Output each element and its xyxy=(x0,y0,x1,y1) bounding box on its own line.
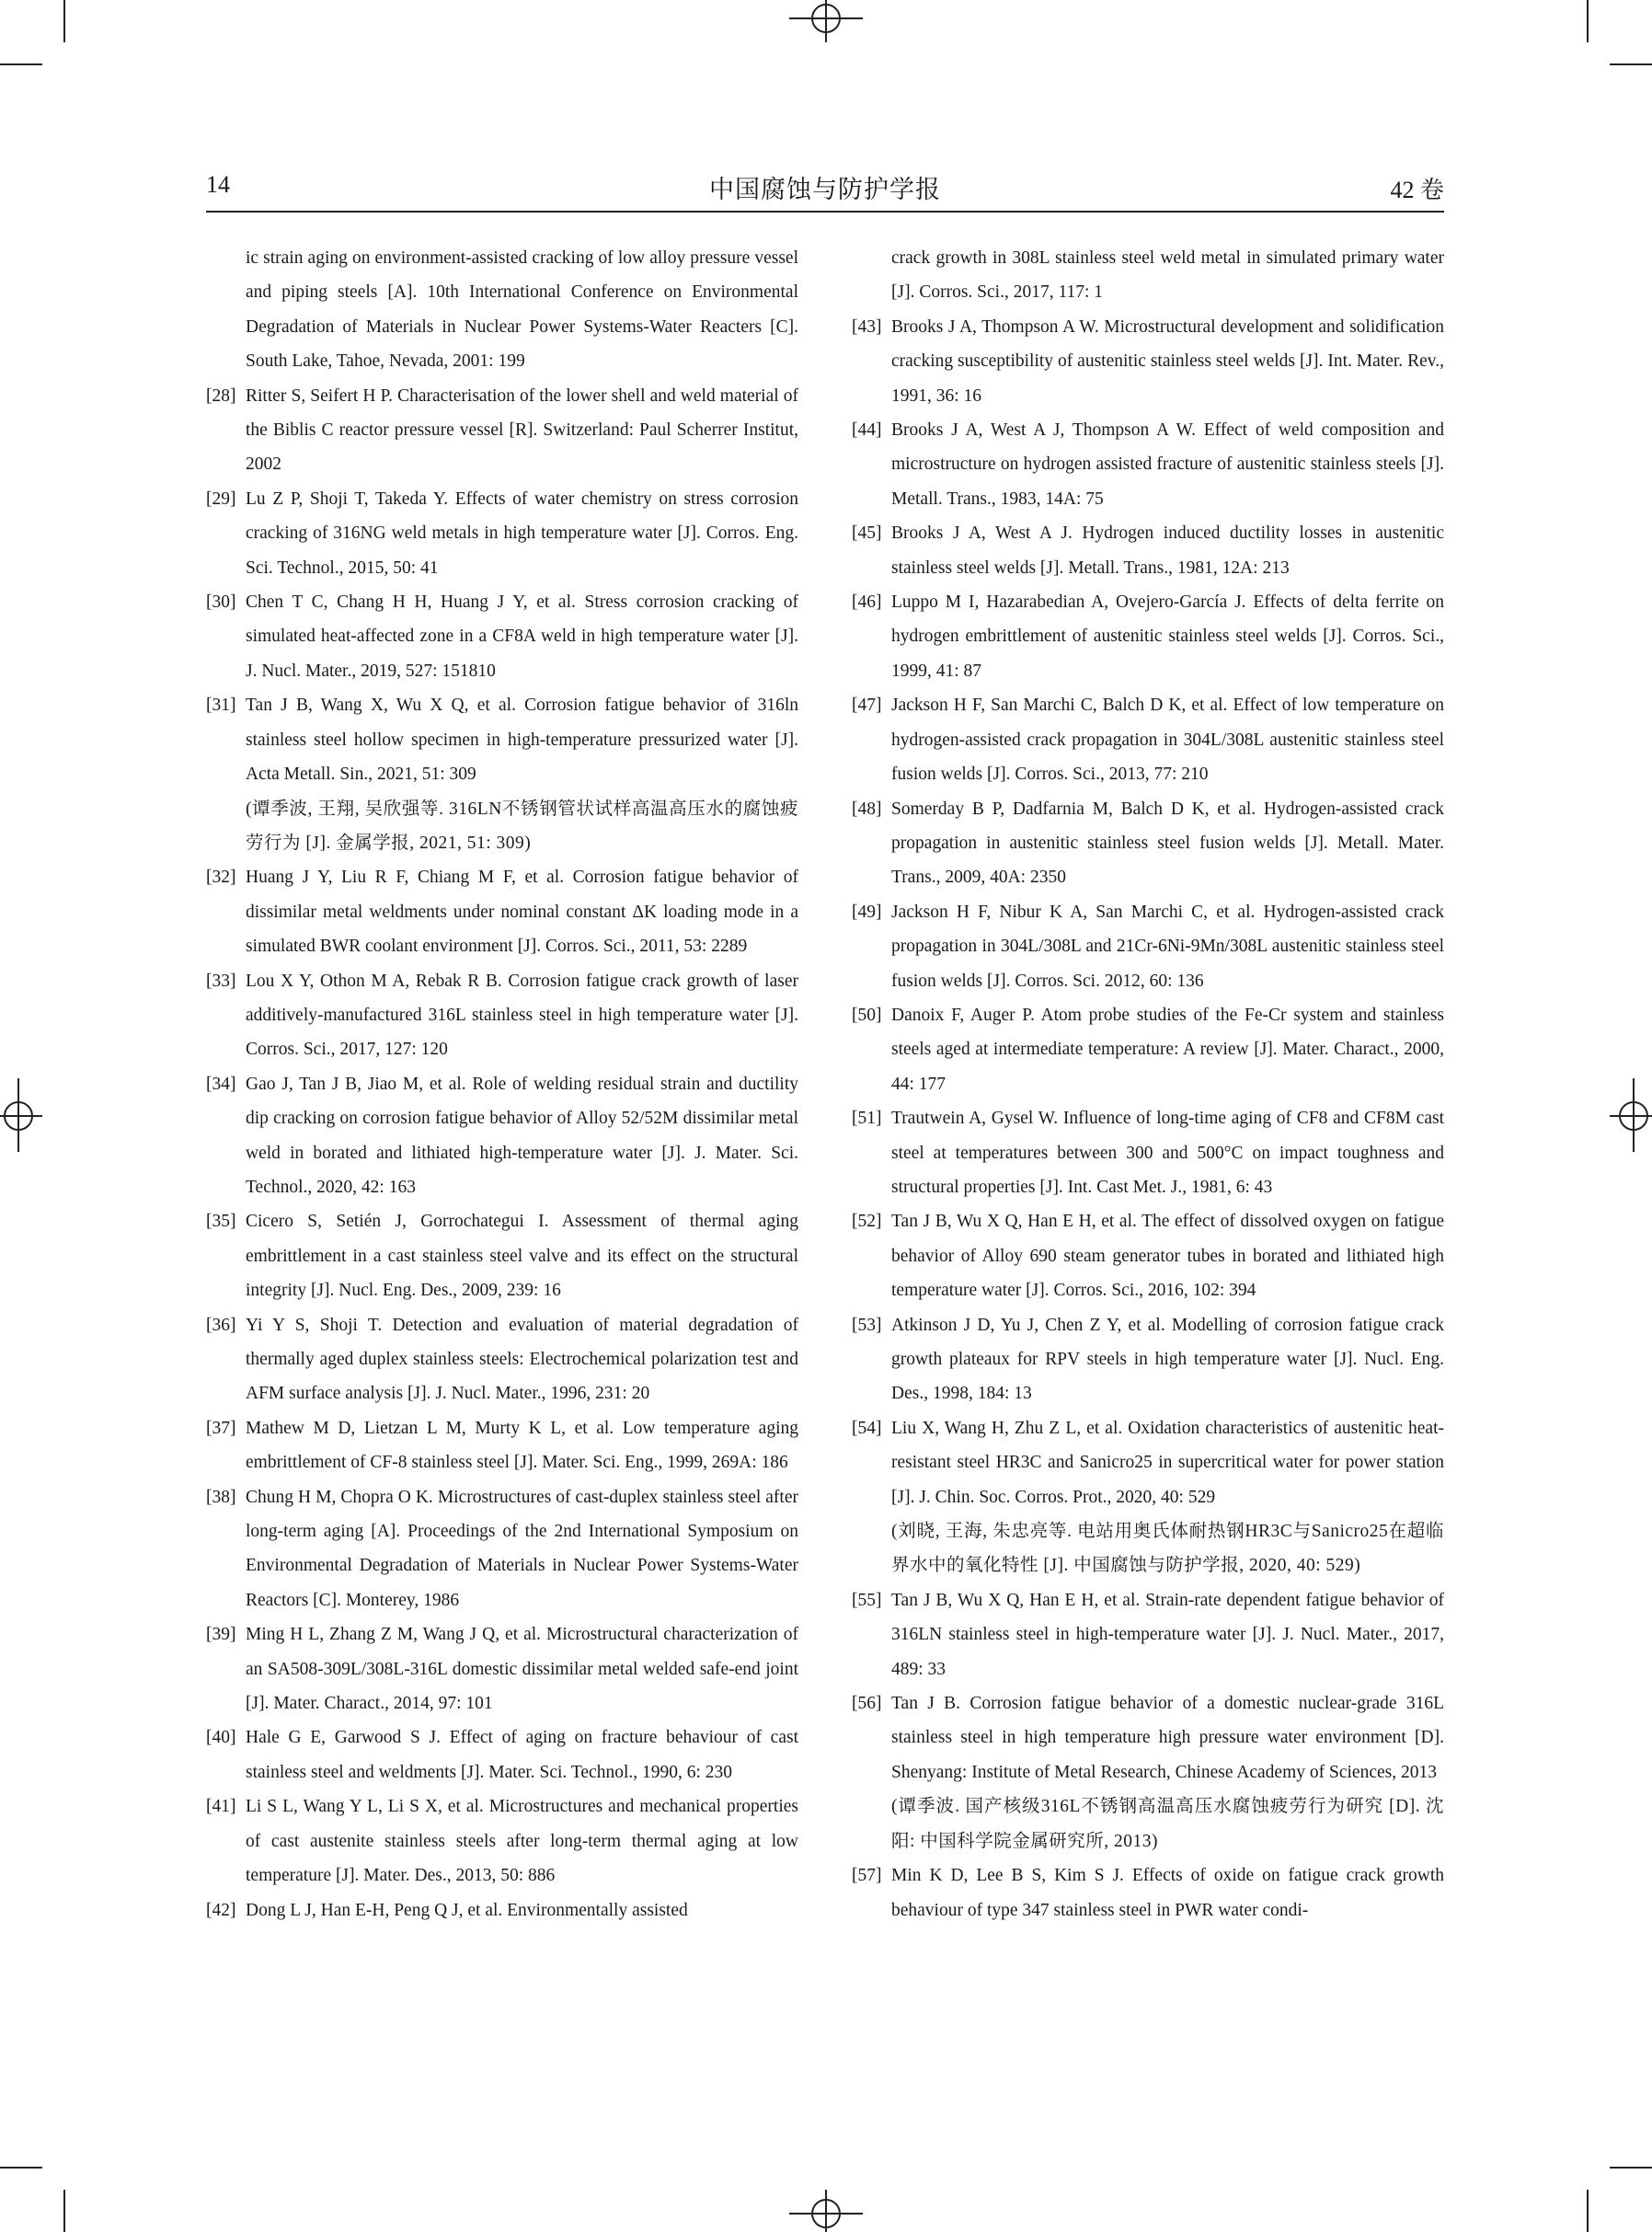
reference-number: [41] xyxy=(206,1797,236,1817)
reference-text: Brooks J A, West A J. Hydrogen induced ductility losses in austenitic stainless steel welds [J]. Metall. Trans., 1981, 12A: 213 xyxy=(891,523,1444,578)
reference-entry xyxy=(852,688,1444,791)
journal-title: 中国腐蚀与防护学报 xyxy=(709,176,941,203)
reference-entry xyxy=(852,413,1444,516)
running-header xyxy=(206,164,1444,208)
reference-entry xyxy=(206,1067,798,1205)
reference-number: [35] xyxy=(206,1212,236,1232)
reference-entry xyxy=(206,1480,798,1618)
reference-number: [45] xyxy=(852,523,882,544)
reference-chinese-text: (谭季波. 国产核级316L不锈钢高温高压水腐蚀疲劳行为研究 [D]. 沈阳: 中国科学院金属研究所, 2013) xyxy=(891,1797,1444,1851)
reference-entry xyxy=(852,310,1444,413)
reference-entry xyxy=(852,895,1444,998)
reference-text: Huang J Y, Liu R F, Chiang M F, et al. Corrosion fatigue behavior of dissimilar metal weldments under nominal constant ΔK loading mode in a simulated BWR coolant environment [J]. Corros. Sci., 2011, 53: 2289 xyxy=(246,868,798,957)
reference-number: [29] xyxy=(206,489,236,509)
reference-entry xyxy=(206,482,798,585)
reference-chinese-text: (谭季波, 王翔, 吴欣强等. 316LN不锈钢管状试样高温高压水的腐蚀疲劳行为 [J]. 金属学报, 2021, 51: 309) xyxy=(246,799,798,853)
reference-entry xyxy=(206,1789,798,1893)
reference-number: [34] xyxy=(206,1074,236,1094)
reference-entry xyxy=(852,792,1444,895)
reference-text: Chung H M, Chopra O K. Microstructures of cast-duplex stainless steel after long-term aging [A]. Proceedings of the 2nd International Symposium on Environmental Degradation of Materials in Nuclear Power Systems-Water Reactors [C]. Monterey, 1986 xyxy=(246,1487,798,1610)
reference-text: Somerday B P, Dadfarnia M, Balch D K, et al. Hydrogen-assisted crack propagation in austenitic stainless steel fusion welds [J]. Metall. Mater. Trans., 2009, 40A: 2350 xyxy=(891,799,1444,888)
reference-text: Luppo M I, Hazarabedian A, Ovejero-García J. Effects of delta ferrite on hydrogen embrittlement of austenitic stainless steel welds [J]. Corros. Sci., 1999, 41: 87 xyxy=(891,593,1444,681)
reference-text: Yi Y S, Shoji T. Detection and evaluation of material degradation of thermally aged duplex stainless steels: Electrochemical polarization test and AFM surface analysis [J]. J. Nucl. Mater., 1996, 231: 20 xyxy=(246,1315,798,1404)
reference-chinese-text: (刘晓, 王海, 朱忠亮等. 电站用奥氏体耐热钢HR3C与Sanicro25在超临界水中的氧化特性 [J]. 中国腐蚀与防护学报, 2020, 40: 529) xyxy=(891,1522,1444,1576)
reference-text: Tan J B, Wang X, Wu X Q, et al. Corrosion fatigue behavior of 316ln stainless steel hollow specimen in high-temperature pressurized water [J]. Acta Metall. Sin., 2021, 51: 309 xyxy=(246,696,798,785)
reference-text: Atkinson J D, Yu J, Chen Z Y, et al. Modelling of corrosion fatigue crack growth plateaux for RPV steels in high temperature water [J]. Nucl. Eng. Des., 1998, 184: 13 xyxy=(891,1315,1444,1404)
reference-number: [50] xyxy=(852,1005,882,1025)
reference-text: Lu Z P, Shoji T, Takeda Y. Effects of water chemistry on stress corrosion cracking of 316NG weld metals in high temperature water [J]. Corros. Eng. Sci. Technol., 2015, 50: 41 xyxy=(246,489,798,578)
reference-text: Ritter S, Seifert H P. Characterisation of the lower shell and weld material of the Biblis C reactor pressure vessel [R]. Switzerland: Paul Scherrer Institut, 2002 xyxy=(246,385,798,475)
reference-entry xyxy=(206,1204,798,1307)
reference-number: [55] xyxy=(852,1590,882,1610)
reference-number: [32] xyxy=(206,868,236,888)
reference-number: [51] xyxy=(852,1109,882,1129)
reference-entry xyxy=(206,1720,798,1789)
reference-text: Ming H L, Zhang Z M, Wang J Q, et al. Microstructural characterization of an SA508-309L/308L-316L domestic dissimilar metal welded safe-end joint [J]. Mater. Charact., 2014, 97: 101 xyxy=(246,1625,798,1714)
reference-number: [31] xyxy=(206,696,236,716)
reference-text: Mathew M D, Lietzan L M, Murty K L, et al. Low temperature aging embrittlement of CF-8 stainless steel [J]. Mater. Sci. Eng., 1999, 269A: 186 xyxy=(246,1418,798,1473)
reference-number: [40] xyxy=(206,1728,236,1748)
page-number: 14 xyxy=(206,171,230,198)
reference-text: ic strain aging on environment-assisted cracking of low alloy pressure vessel and piping steels [A]. 10th International Conference on Environmental Degradation of Materials in Nuclear Power Systems-Water Reacters [C]. South Lake, Tahoe, Nevada, 2001: 199 xyxy=(246,248,798,372)
reference-entry xyxy=(852,1101,1444,1204)
volume-label: 42 卷 xyxy=(1390,177,1444,203)
reference-text: Jackson H F, Nibur K A, San Marchi C, et al. Hydrogen-assisted crack propagation in 304L/308L and 21Cr-6Ni-9Mn/308L austenitic stainless steel fusion welds [J]. Corros. Sci. 2012, 60: 136 xyxy=(891,902,1444,991)
reference-entry xyxy=(206,860,798,963)
reference-text: Hale G E, Garwood S J. Effect of aging on fracture behaviour of cast stainless steel and weldments [J]. Mater. Sci. Technol., 1990, 6: 230 xyxy=(246,1728,798,1782)
reference-number: [39] xyxy=(206,1625,236,1645)
reference-number: [49] xyxy=(852,902,882,922)
reference-number: [47] xyxy=(852,696,882,716)
reference-number: [54] xyxy=(852,1418,882,1438)
reference-entry xyxy=(852,585,1444,688)
reference-entry xyxy=(852,1858,1444,1927)
reference-entry xyxy=(852,1686,1444,1858)
reference-text: Jackson H F, San Marchi C, Balch D K, et al. Effect of low temperature on hydrogen-assisted crack propagation in 304L/308L austenitic stainless steel fusion welds [J]. Corros. Sci., 2013, 77: 210 xyxy=(891,696,1444,785)
references-left-column xyxy=(206,241,798,1927)
reference-continuation xyxy=(206,241,798,379)
reference-text: Tan J B. Corrosion fatigue behavior of a domestic nuclear-grade 316L stainless steel in high temperature high pressure water environment [D]. Shenyang: Institute of Metal Research, Chinese Academy of Sciences, 2013 xyxy=(891,1694,1444,1782)
reference-entry xyxy=(852,1204,1444,1307)
reference-text: Li S L, Wang Y L, Li S X, et al. Microstructures and mechanical properties of cast austenite stainless steels after long-term thermal aging at low temperature [J]. Mater. Des., 2013, 50: 886 xyxy=(246,1797,798,1886)
reference-number: [52] xyxy=(852,1212,882,1232)
reference-text: crack growth in 308L stainless steel weld metal in simulated primary water [J]. Corros. Sci., 2017, 117: 1 xyxy=(891,248,1444,303)
reference-number: [42] xyxy=(206,1900,236,1920)
reference-entry xyxy=(206,1411,798,1480)
reference-number: [48] xyxy=(852,799,882,819)
reference-text: Danoix F, Auger P. Atom probe studies of the Fe-Cr system and stainless steels aged at intermediate temperature: A review [J]. Mater. Charact., 2000, 44: 177 xyxy=(891,1005,1444,1094)
reference-entry xyxy=(852,1308,1444,1411)
header-rule xyxy=(206,211,1444,213)
reference-entry xyxy=(852,516,1444,585)
reference-text: Tan J B, Wu X Q, Han E H, et al. The effect of dissolved oxygen on fatigue behavior of Alloy 690 steam generator tubes in borated and lithiated high temperature water [J]. Corros. Sci., 2016, 102: 394 xyxy=(891,1212,1444,1301)
reference-number: [37] xyxy=(206,1418,236,1438)
reference-text: Tan J B, Wu X Q, Han E H, et al. Strain-rate dependent fatigue behavior of 316LN stainless steel in high-temperature water [J]. J. Nucl. Mater., 2017, 489: 33 xyxy=(891,1590,1444,1679)
reference-number: [30] xyxy=(206,593,236,613)
reference-text: Trautwein A, Gysel W. Influence of long-time aging of CF8 and CF8M cast steel at temperatures between 300 and 500°C on impact toughness and structural properties [J]. Int. Cast Met. J., 1981, 6: 43 xyxy=(891,1109,1444,1197)
reference-number: [38] xyxy=(206,1487,236,1507)
reference-entry xyxy=(852,1583,1444,1686)
reference-number: [56] xyxy=(852,1694,882,1714)
reference-text: Brooks J A, West A J, Thompson A W. Effect of weld composition and microstructure on hydrogen assisted fracture of austenitic stainless steels [J]. Metall. Trans., 1983, 14A: 75 xyxy=(891,420,1444,509)
reference-continuation xyxy=(852,241,1444,310)
reference-text: Brooks J A, Thompson A W. Microstructural development and solidification cracking susceptibility of austenitic stainless steel welds [J]. Int. Mater. Rev., 1991, 36: 16 xyxy=(891,316,1444,406)
reference-text: Lou X Y, Othon M A, Rebak R B. Corrosion fatigue crack growth of laser additively-manufactured 316L stainless steel in high temperature water [J]. Corros. Sci., 2017, 127: 120 xyxy=(246,971,798,1060)
reference-text: Chen T C, Chang H H, Huang J Y, et al. Stress corrosion cracking of simulated heat-affected zone in a CF8A weld in high temperature water [J]. J. Nucl. Mater., 2019, 527: 151810 xyxy=(246,593,798,681)
reference-entry xyxy=(206,585,798,688)
reference-number: [43] xyxy=(852,316,882,337)
reference-number: [46] xyxy=(852,593,882,613)
reference-number: [33] xyxy=(206,971,236,991)
reference-entry xyxy=(852,1411,1444,1583)
reference-entry xyxy=(852,998,1444,1101)
reference-entry xyxy=(206,964,798,1067)
reference-text: Min K D, Lee B S, Kim S J. Effects of oxide on fatigue crack growth behaviour of type 347 stainless steel in PWR water condi- xyxy=(891,1866,1444,1920)
reference-entry xyxy=(206,379,798,482)
reference-text: Dong L J, Han E-H, Peng Q J, et al. Environmentally assisted xyxy=(246,1900,688,1920)
reference-number: [36] xyxy=(206,1315,236,1335)
reference-text: Cicero S, Setién J, Gorrochategui I. Assessment of thermal aging embrittlement in a cast stainless steel valve and its effect on the structural integrity [J]. Nucl. Eng. Des., 2009, 239: 16 xyxy=(246,1212,798,1301)
reference-entry xyxy=(206,1617,798,1720)
reference-number: [53] xyxy=(852,1315,882,1335)
reference-text: Gao J, Tan J B, Jiao M, et al. Role of welding residual strain and ductility dip cracking on corrosion fatigue behavior of Alloy 52/52M dissimilar metal weld in borated and lithiated high-temperature water [J]. J. Mater. Sci. Technol., 2020, 42: 163 xyxy=(246,1074,798,1197)
reference-number: [57] xyxy=(852,1866,882,1886)
references-right-column xyxy=(852,241,1444,1927)
reference-number: [28] xyxy=(206,385,236,406)
reference-entry xyxy=(206,1893,798,1927)
reference-number: [44] xyxy=(852,420,882,441)
reference-entry xyxy=(206,688,798,860)
reference-text: Liu X, Wang H, Zhu Z L, et al. Oxidation characteristics of austenitic heat-resistant steel HR3C and Sanicro25 in supercritical water for power station [J]. J. Chin. Soc. Corros. Prot., 2020, 40: 529 xyxy=(891,1418,1444,1507)
reference-entry xyxy=(206,1308,798,1411)
